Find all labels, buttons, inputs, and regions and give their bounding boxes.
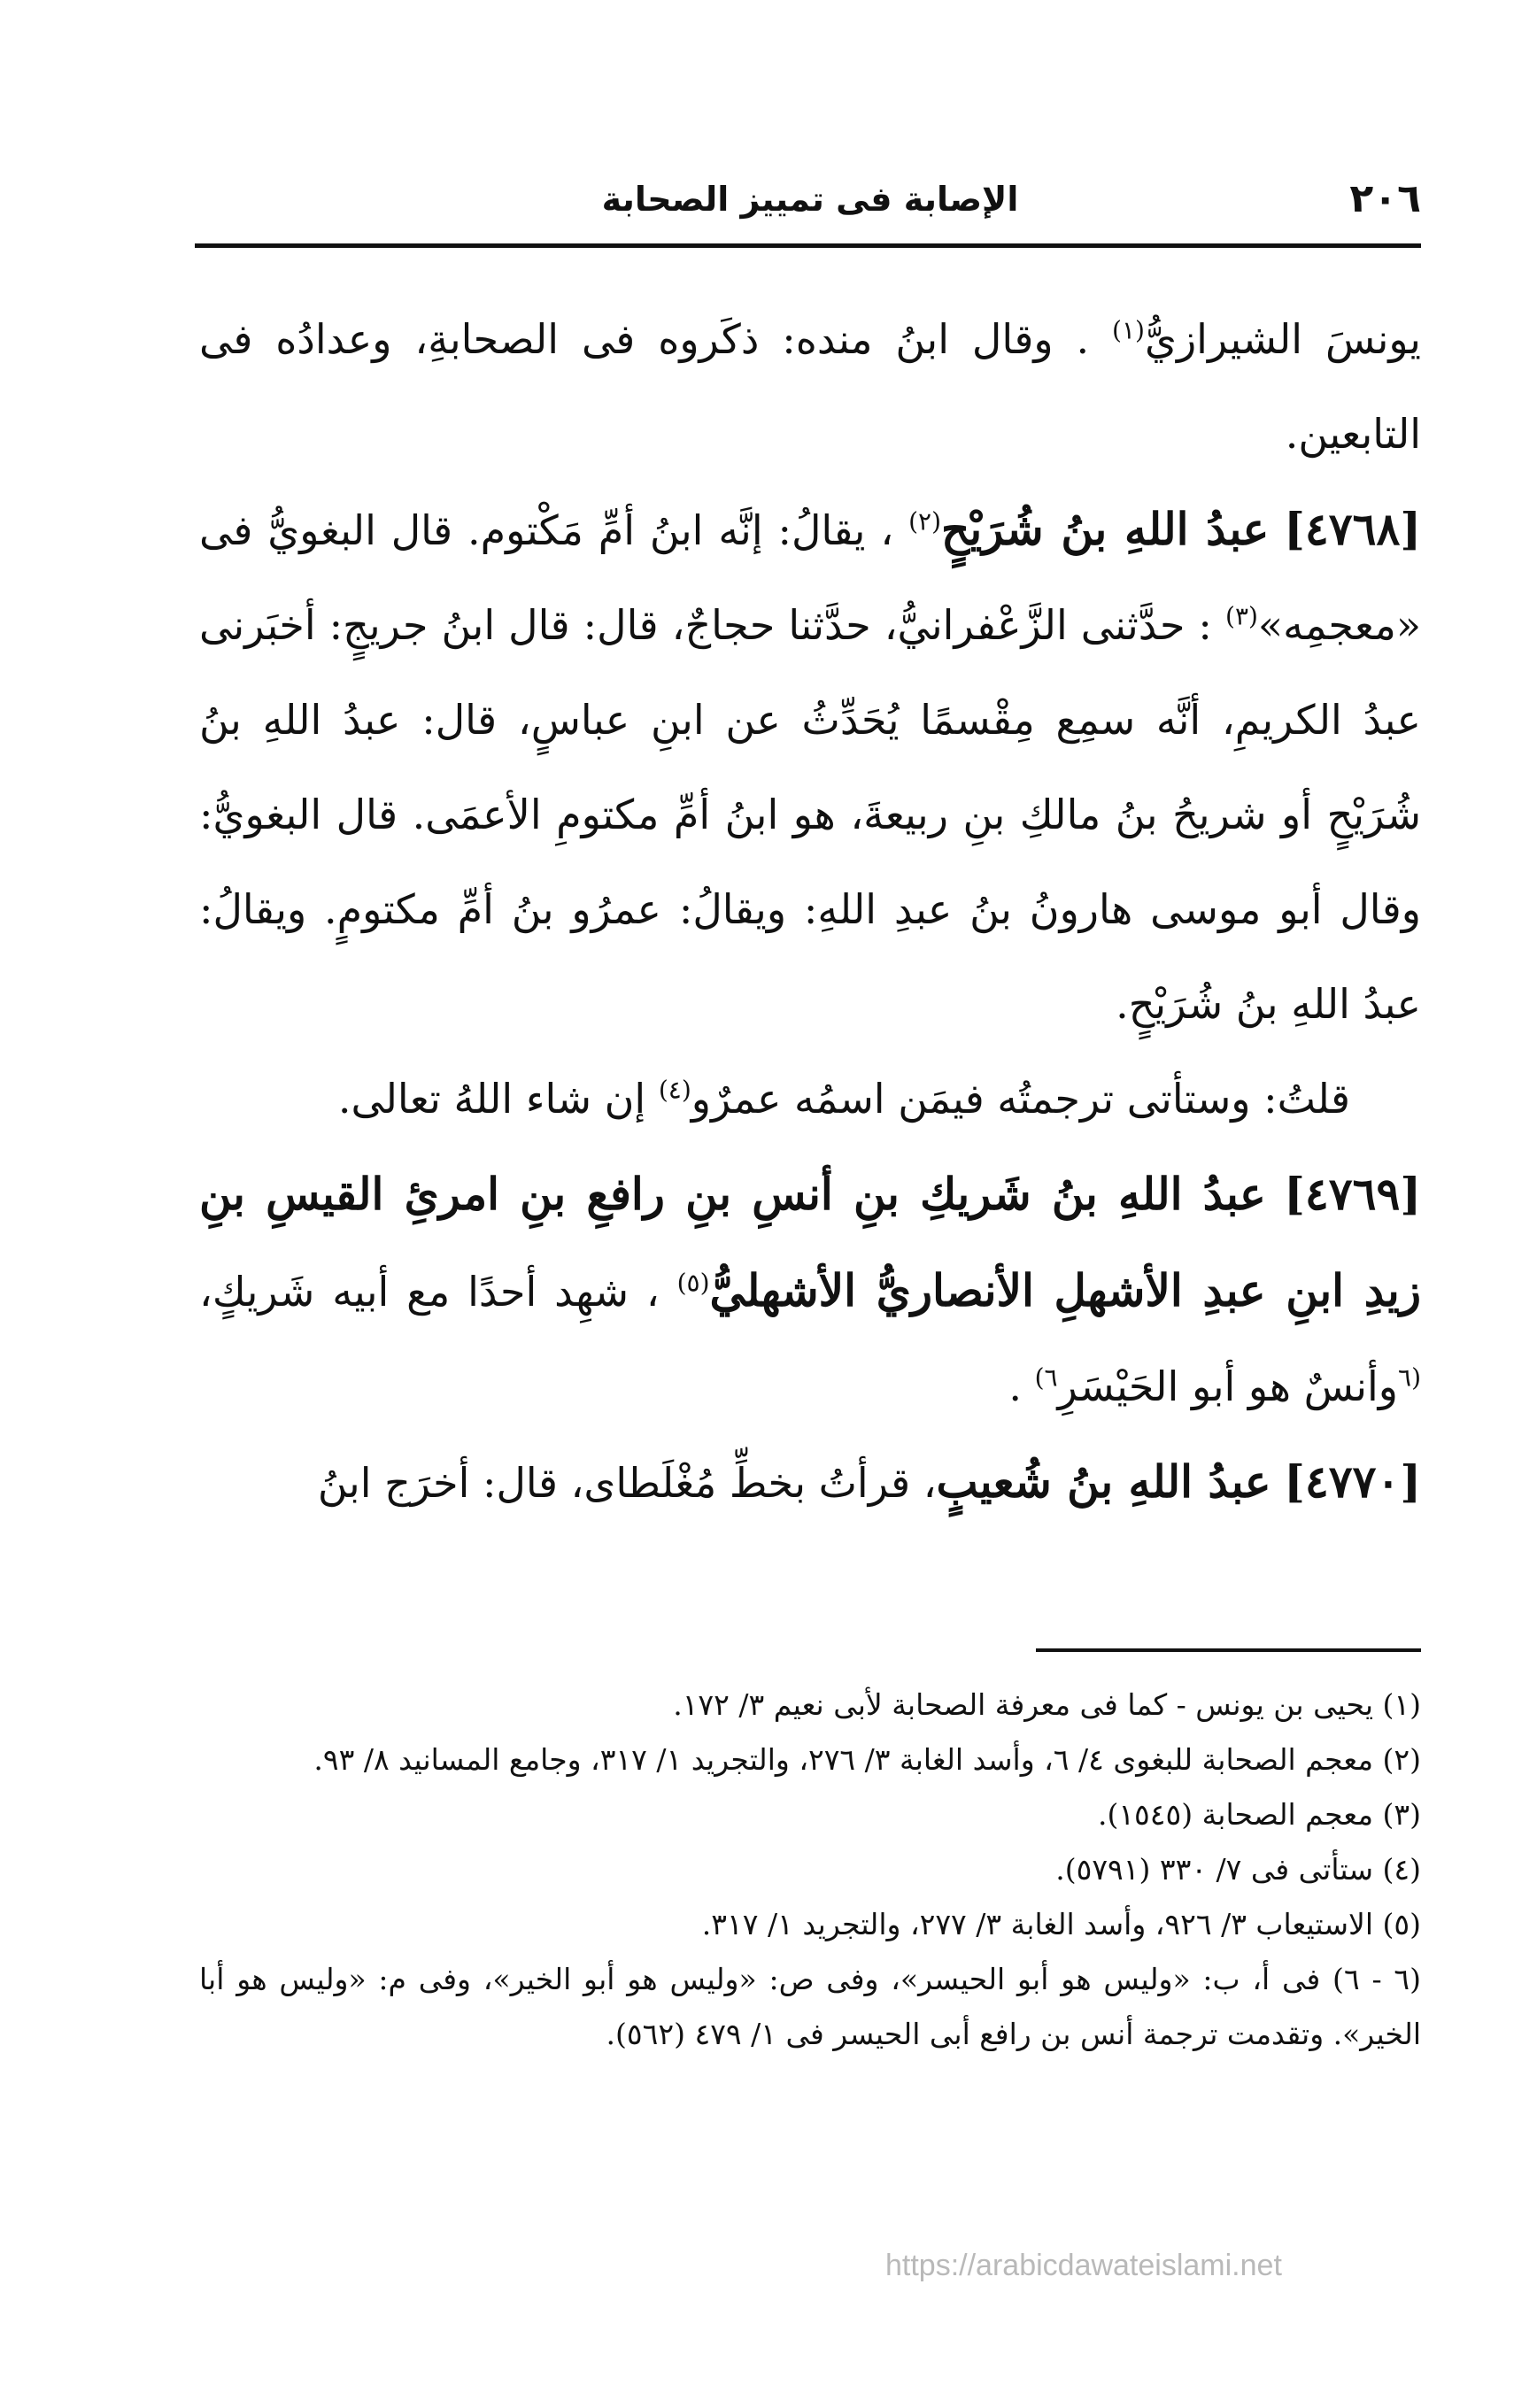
footnote-ref: (٤) [658,1075,691,1105]
text-span: وأنسٌ هو أبو الحَيْسَرِ [1057,1362,1399,1410]
text-span: قلتُ: وستأتى ترجمتُه فيمَن اسمُه عمرٌو [691,1075,1350,1123]
footnote: (٢) معجم الصحابة للبغوى ٤/ ٦، وأسد الغابة ٣/ ٢٧٦، والتجريد ١/ ٣١٧، وجامع المسانيد ٨/ ٩٣. [313,1742,1421,1777]
paragraph-qult [199,1052,1421,1146]
entry-4770 [199,1434,1421,1531]
footnote-rule [1036,1648,1421,1652]
entry-name: عبدُ اللهِ بنُ شَريكِ بنِ أنسِ بنِ رافعِ بنِ امرئِ القيسِ بنِ زيدِ ابنِ عبدِ الأشهلِ الأنصاريُّ الأشهليُّ [199,1168,1421,1316]
entry-4768 [199,482,1421,1052]
entry-name: عبدُ اللهِ بنُ شُرَيْحٍ [941,503,1270,555]
text-span: إن شاء اللهُ تعالى. [337,1075,646,1123]
running-title: الإصابة فى تمييز الصحابة [601,180,1019,219]
footnote-ref: (٥) [676,1268,710,1298]
footnote: (١) يحيى بن يونس - كما فى معرفة الصحابة لأبى نعيم ٣/ ١٧٢. [673,1687,1421,1722]
text-span: . وقال ابنُ منده: ذكَروه فى الصحابةِ، وعدادُه فى التابعين. [199,315,1421,458]
text-span: ، شهِد أحدًا مع أبيه شَريكٍ، [199,1268,660,1316]
entry-number: [٤٧٧٠] [1284,1455,1421,1508]
footnote-ref: (٢) [908,506,942,536]
footnote: (٦ - ٦) فى أ، ب: «وليس هو أبو الحيسر»، وفى ص: «وليس هو أبو الخير»، وفى م: «وليس هو أبا الخير». وتقدمت ترجمة أنس بن رافع أبى الحيسر فى ١/ ٤٧٩ (٥٦٢). [199,1962,1421,2051]
footnote-ref: ٦) [1034,1362,1058,1393]
text-span: ، قرأتُ بخطِّ مُغْلَطاى، قال: أخرَج ابنُ [317,1459,937,1507]
footnote-ref: (١) [1112,315,1145,345]
entry-4769 [199,1146,1421,1434]
header-rule [195,243,1421,248]
page-number: ٢٠٦ [1349,176,1421,221]
text-span: : حدَّثنى الزَّعْفرانيُّ، حدَّثنا حجاجٌ، قال: قال ابنُ جريجٍ: أخبَرنى عبدُ الكريمِ، أنَّه سمِع مِقْسمًا يُحَدِّثُ عن ابنِ عباسٍ، قال: عبدُ اللهِ بنُ شُرَيْحٍ أو شريحُ بنُ مالكِ بنِ ربيعةَ، هو ابنُ أمِّ مكتومِ الأعمَى. قال البغويُّ: وقال أبو موسى هارونُ بنُ عبدِ اللهِ: ويقالُ: عمرُو بنُ أمِّ مكتومٍ. ويقالُ: عبدُ اللهِ بنُ شُرَيْحٍ. [199,601,1421,1028]
footnote: (٣) معجم الصحابة (١٥٤٥). [1097,1797,1421,1832]
footnote: (٥) الاستيعاب ٣/ ٩٢٦، وأسد الغابة ٣/ ٢٧٧، والتجريد ١/ ٣١٧. [701,1907,1421,1941]
footnote-ref: (٣) [1225,601,1258,631]
entry-number: [٤٧٦٨] [1284,503,1421,555]
paragraph-continuation [199,292,1421,482]
page-header [199,173,1421,235]
footnote-ref: (٦ [1398,1362,1421,1393]
footnote: (٤) ستأتى فى ٧/ ٣٣٠ (٥٧٩١). [1055,1852,1421,1887]
entry-number: [٤٧٦٩] [1284,1168,1422,1220]
main-text [199,292,1421,1531]
entry-name: عبدُ اللهِ بنُ شُعيبٍ [936,1455,1271,1508]
text-span: يونسَ الشيرازيُّ [1144,315,1421,363]
text-span: . [1008,1362,1022,1410]
text-span: ، يقالُ: إنَّه ابنُ أمِّ مَكْتوم. قال البغويُّ فى «معجمِه» [199,506,1421,649]
watermark-url: https://arabicdawateislami.net [885,2249,1282,2282]
footnotes [199,1678,1421,2062]
